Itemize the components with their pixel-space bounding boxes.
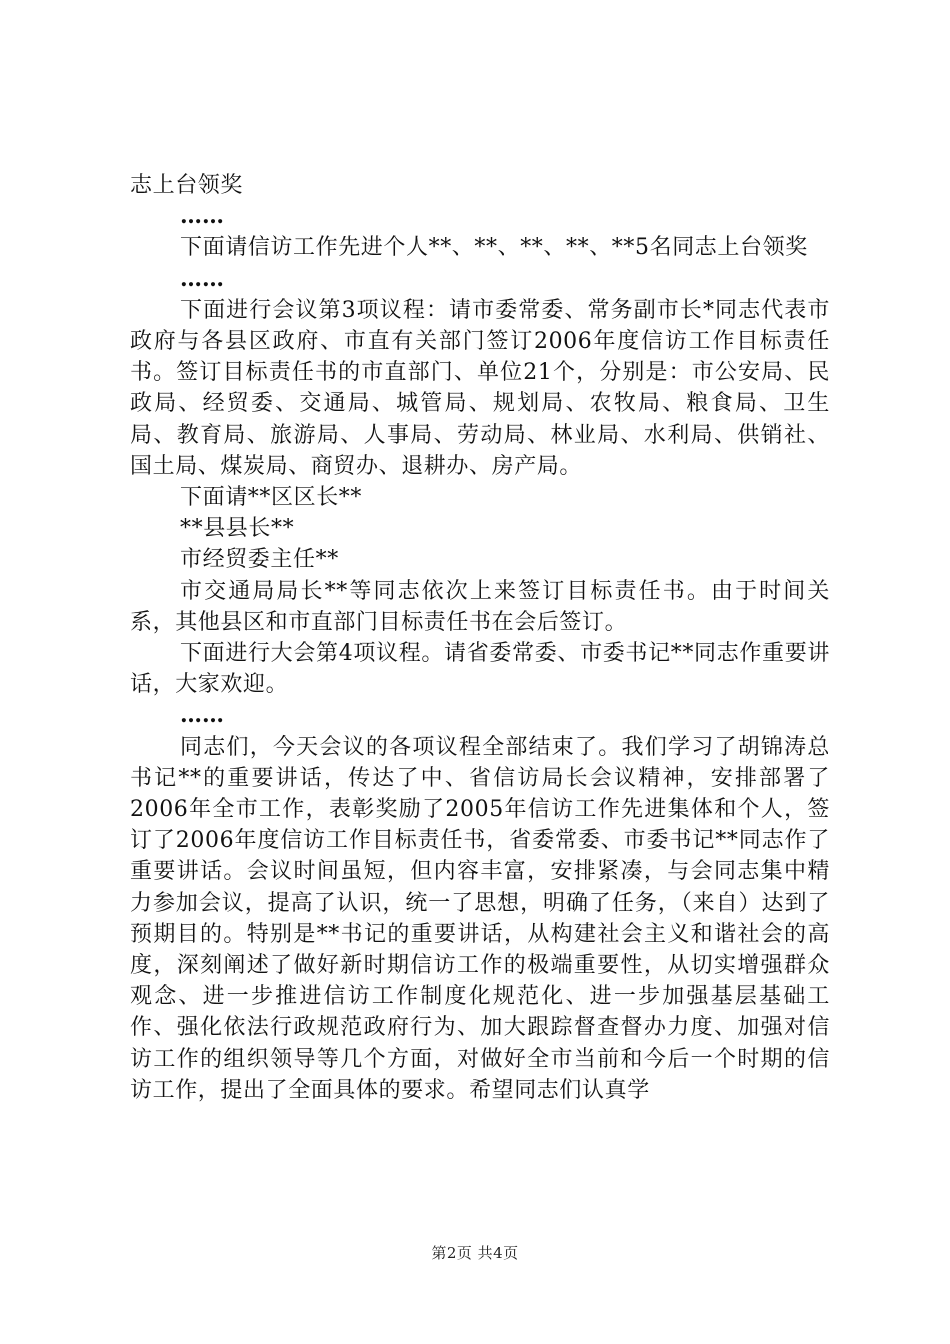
paragraph-0: 志上台领奖 — [130, 173, 244, 198]
paragraph-4: 下面进行会议第3项议程：请市委常委、常务副市长*同志代表市政府与各县区政府、市直有关部门签订2006年度信访工作目标责任书。签订目标责任书的市直部门、单位21个，分别是：市公安局、民政局、经贸委、交通局、城管局、规划局、农牧局、粮食局、卫生局、教育局、旅游局、人事局、劳动局、林业局、水利局、供销社、国土局、煤炭局、商贸办、退耕办、房产局。 — [130, 297, 830, 479]
paragraph-7: 市经贸委主任** — [180, 547, 339, 573]
paragraph-5: 下面请**区区长** — [180, 485, 363, 510]
paragraph-8: 市交通局局长**等同志依次上来签订目标责任书。由于时间关系，其他县区和市直部门目标责任书在会后签订。 — [130, 578, 830, 635]
ellipsis-1: …… — [180, 203, 224, 230]
paragraph-9: 下面进行大会第4项议程。请省委常委、市委书记**同志作重要讲话，大家欢迎。 — [130, 641, 830, 698]
page-footer: 第2页 共4页 — [431, 1244, 519, 1262]
paragraph-2: 下面请信访工作先进个人**、**、**、**、**5名同志上台领奖 — [180, 235, 808, 261]
ellipsis-10: …… — [180, 702, 224, 729]
paragraph-6: **县县长** — [180, 516, 295, 542]
ellipsis-3: …… — [180, 265, 224, 292]
document-body — [130, 170, 830, 1106]
paragraph-11: 同志们，今天会议的各项议程全部结束了。我们学习了胡锦涛总书记**的重要讲话，传达了中、省信访局长会议精神，安排部署了2006年全市工作，表彰奖励了2005年信访工作先进集体和个人，签订了2006年度信访工作目标责任书，省委常委、市委书记**同志作了重要讲话。会议时间虽短，但内容丰富，安排紧凑，与会同志集中精力参加会议，提高了认识，统一了思想，明确了任务，（来自）达到了预期目的。特别是**书记的重要讲话，从构建社会主义和谐社会的高度，深刻阐述了做好新时期信访工作的极端重要性，从切实增强群众观念、进一步推进信访工作制度化规范化、进一步加强基层基础工作、强化依法行政规范政府行为、加大跟踪督查督办力度、加强对信访工作的组织领导等几个方面，对做好全市当前和今后一个时期的信访工作，提出了全面具体的要求。希望同志们认真学 — [130, 734, 830, 1103]
